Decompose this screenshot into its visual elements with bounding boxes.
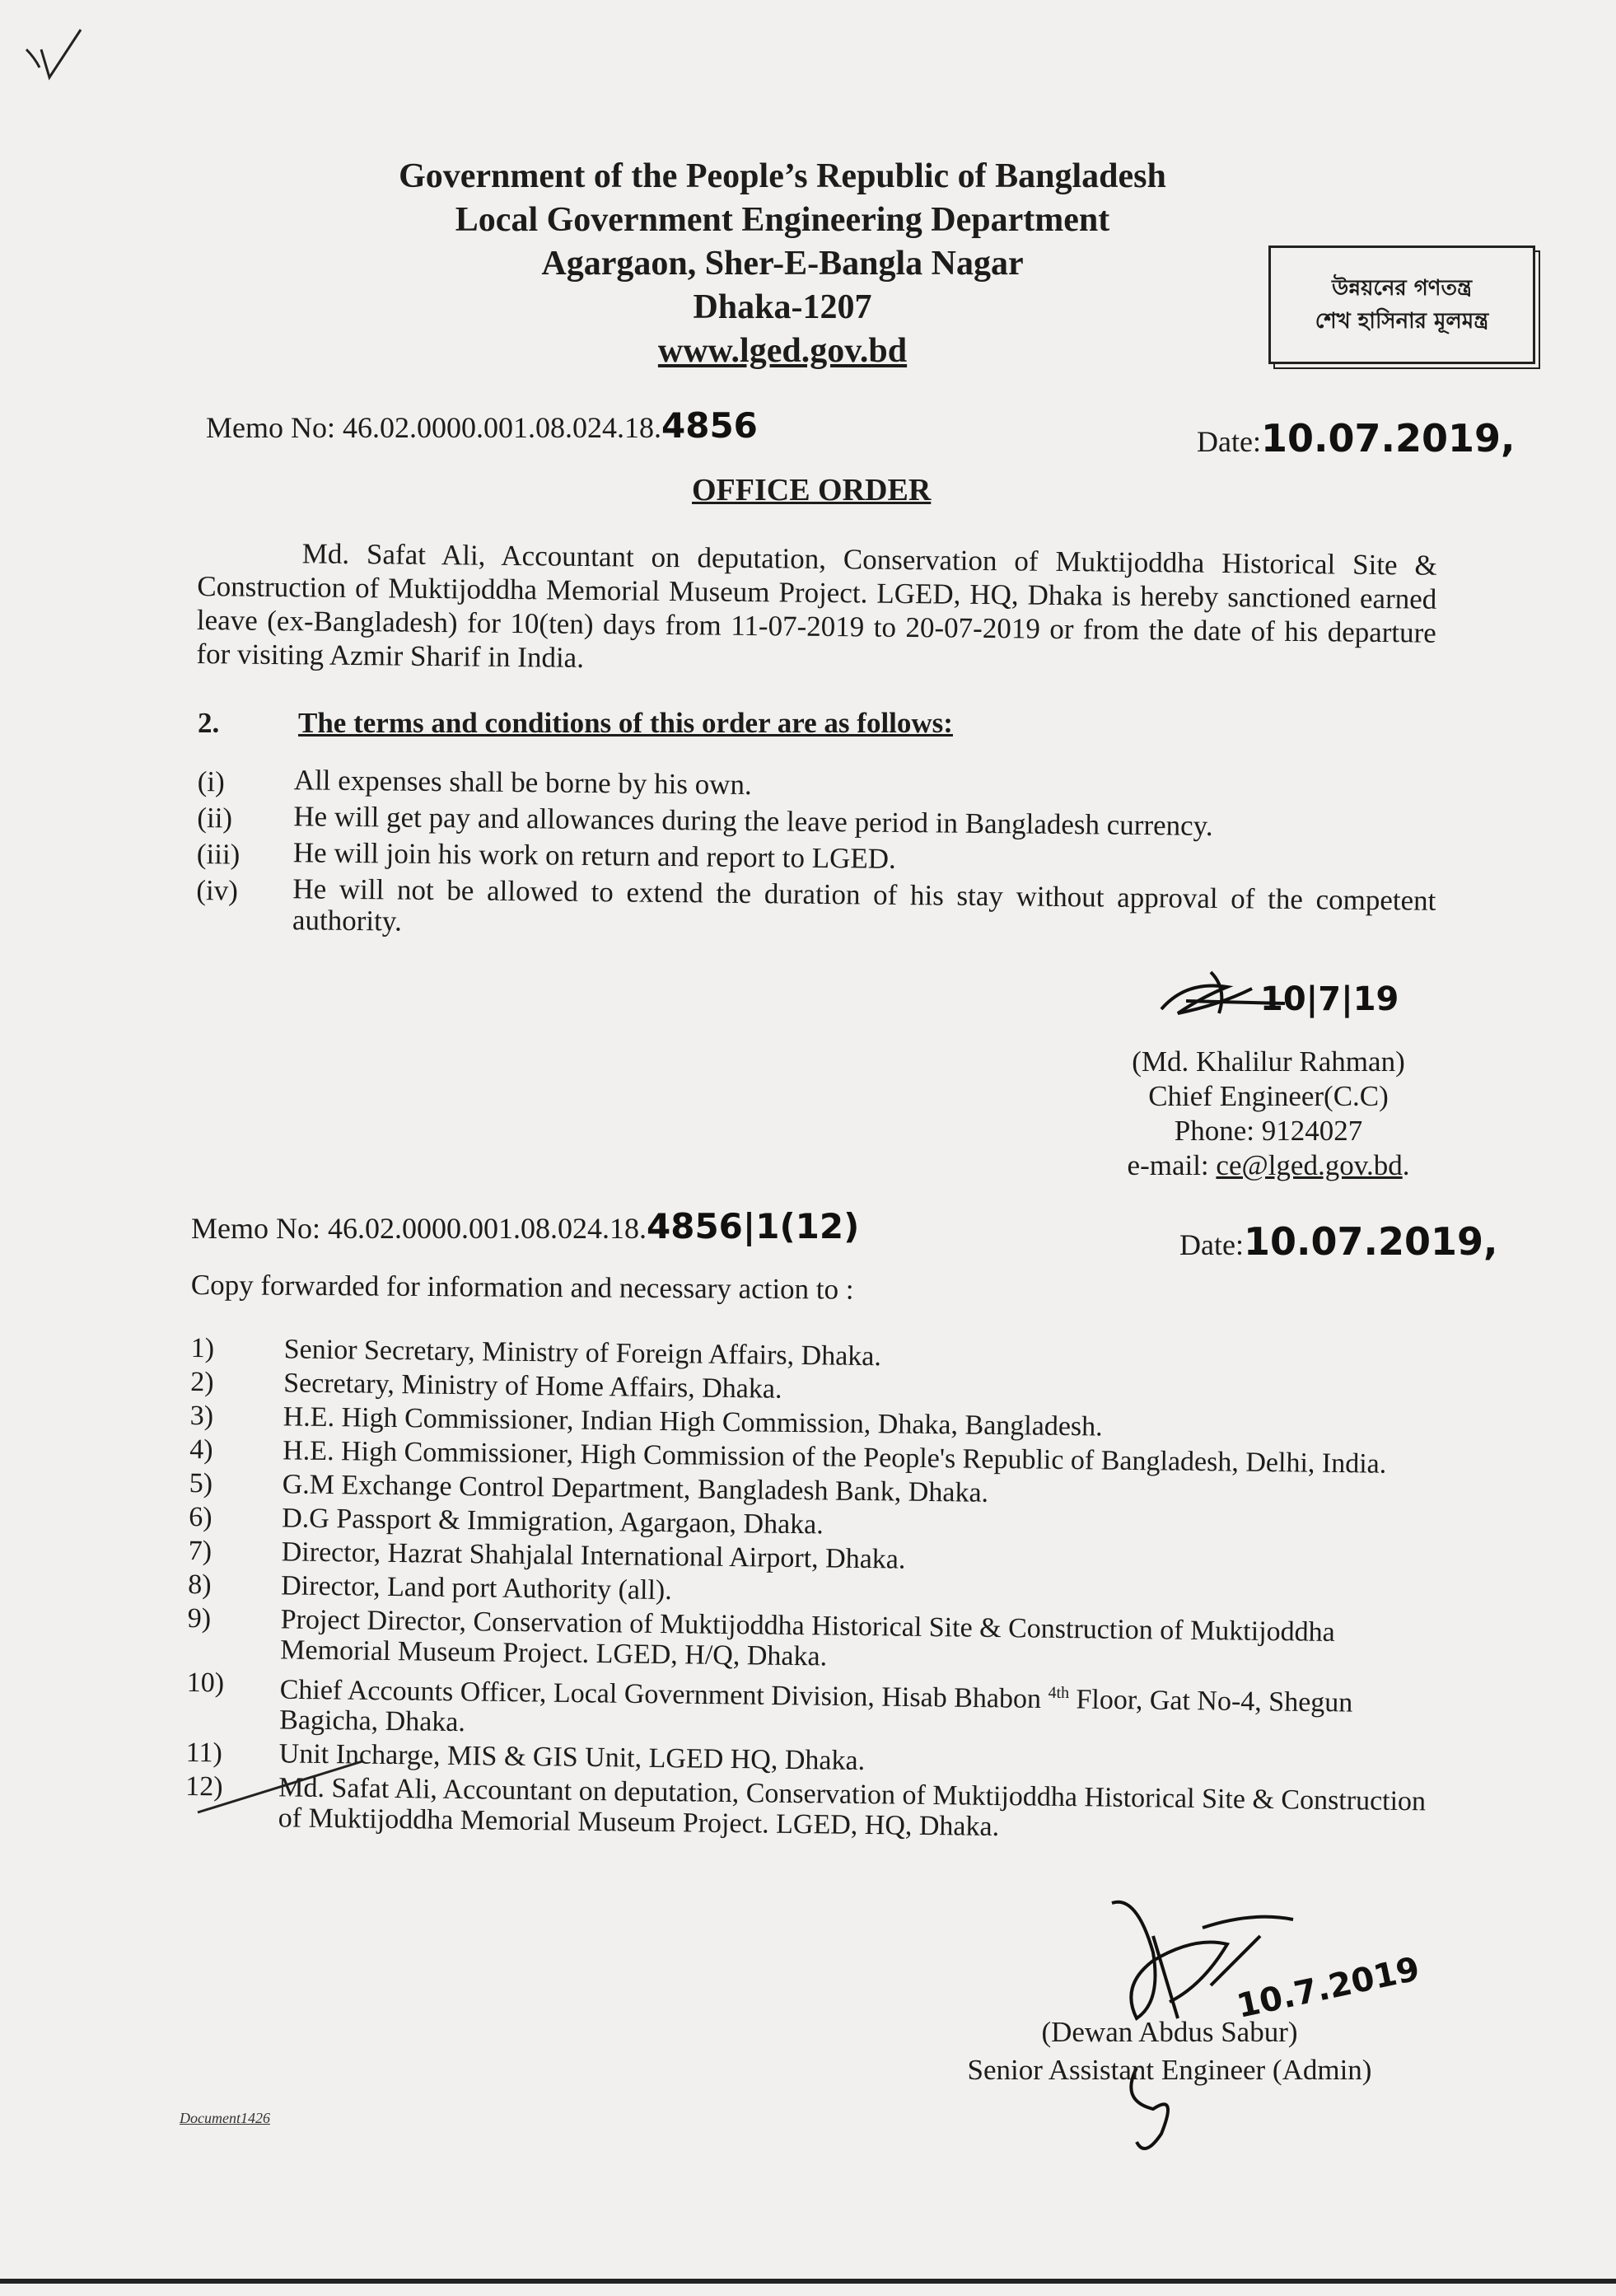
signature-1-date: 10|7|19 — [1260, 980, 1399, 1018]
signature-2-date: 10.7.2019 — [1233, 1950, 1423, 2026]
term-text: All expenses shall be borne by his own. — [293, 764, 753, 802]
slogan-box — [1268, 245, 1535, 364]
email-label: e-mail: — [1127, 1149, 1209, 1181]
distribution-text: Senior Secretary, Ministry of Foreign Affairs, Dhaka. — [283, 1334, 882, 1372]
distribution-text: D.G Passport & Immigration, Agargaon, Dhaka. — [282, 1503, 824, 1541]
distribution-text: H.E. High Commissioner, Indian High Commission, Dhaka, Bangladesh. — [283, 1401, 1103, 1443]
distribution-item — [185, 1771, 1430, 1847]
handwritten-strike-mark — [189, 1755, 371, 1821]
distribution-number: 6) — [189, 1501, 213, 1533]
distribution-number: 2) — [190, 1366, 214, 1398]
distribution-list — [185, 1333, 1435, 1851]
date-1 — [1197, 416, 1515, 461]
distribution-superscript: 4th — [1048, 1683, 1070, 1703]
term-text: He will join his work on return and report to LGED. — [292, 836, 896, 875]
header-website[interactable]: www.lged.gov.bd — [657, 332, 908, 370]
distribution-item — [186, 1667, 1431, 1750]
signatory-1-email-line — [1071, 1148, 1466, 1183]
signatory-1-phone: Phone: 9124027 — [1174, 1115, 1363, 1147]
copy-forwarded-line: Copy forwarded for information and necessary action to : — [190, 1269, 854, 1306]
term-text: He will get pay and allowances during the leave period in Bangladesh currency. — [293, 800, 1213, 842]
section-number: 2. — [198, 707, 220, 739]
distribution-text: Unit Incharge, MIS & GIS Unit, LGED HQ, Dhaka. — [278, 1738, 866, 1777]
distribution-text-part: Chief Accounts Officer, Local Government Division, Hisab Bhabon — [279, 1674, 1049, 1715]
distribution-number: 12) — [185, 1771, 223, 1803]
term-number: (iii) — [196, 837, 241, 871]
distribution-number: 8) — [188, 1569, 212, 1601]
distribution-number: 5) — [189, 1467, 213, 1499]
bottom-edge-line — [0, 2279, 1616, 2284]
signature-block-1 — [1071, 1045, 1466, 1183]
header-government: Government of the People’s Republic of Bangladesh — [399, 157, 1166, 195]
distribution-number: 11) — [185, 1737, 223, 1769]
memo-number-1 — [206, 405, 758, 446]
email-suffix: . — [1402, 1149, 1410, 1181]
distribution-text: Secretary, Ministry of Home Affairs, Dhaka. — [283, 1368, 782, 1405]
header-city: Dhaka-1207 — [693, 288, 872, 326]
distribution-text: G.M Exchange Control Department, Bangladesh Bank, Dhaka. — [282, 1469, 989, 1508]
signature-block-2 — [939, 2013, 1400, 2089]
distribution-number: 7) — [188, 1535, 213, 1567]
slogan-line-1: উন্নয়নের গণতন্ত্র — [1331, 276, 1473, 301]
signatory-2-name: (Dewan Abdus Sabur) — [1041, 2016, 1298, 2048]
term-number: (i) — [197, 765, 226, 798]
date-2 — [1179, 1219, 1497, 1264]
distribution-number: 1) — [190, 1333, 215, 1364]
header-address: Agargaon, Sher-E-Bangla Nagar — [541, 245, 1024, 283]
date-label: Date: — [1197, 425, 1261, 458]
date-handwritten-value: 10.07.2019, — [1260, 416, 1516, 461]
memo-number-2 — [191, 1206, 859, 1246]
distribution-text-part: Floor, Gat No-4, Shegun Bagicha, Dhaka. — [279, 1684, 1353, 1738]
distribution-text: Md. Safat Ali, Accountant on deputation, Conservation of Muktijoddha Historical Site & Construction of Muktijoddha Memorial Museum Project. LGED, HQ, Dhaka. — [278, 1772, 1427, 1843]
letterhead — [247, 155, 1318, 373]
distribution-number: 4) — [189, 1433, 213, 1466]
distribution-text: H.E. High Commissioner, High Commission of the People's Republic of Bangladesh, Delhi, India. — [283, 1435, 1387, 1480]
memo-prefix: Memo No: 46.02.0000.001.08.024.18. — [191, 1212, 647, 1245]
corner-handwritten-mark — [23, 25, 97, 91]
document-reference: Document1426 — [180, 2110, 270, 2126]
term-item — [196, 872, 1436, 953]
distribution-text — [279, 1668, 1431, 1749]
order-paragraph: Md. Safat Ali, Accountant on deputation, Conservation of Muktijoddha Historical Site & Construction of Muktijoddha Memorial Museum Project. LGED, HQ, Dhaka is hereby sanctioned earned leave (ex-Bangladesh) for 10(ten) days from 11-07-2019 to 20-07-2019 or from the date of his departure for visiting Azmir Sharif in India. — [196, 537, 1437, 674]
distribution-number: 3) — [189, 1400, 214, 1432]
office-order-title: OFFICE ORDER — [692, 473, 932, 507]
email-link[interactable]: ce@lged.gov.bd — [1216, 1149, 1403, 1181]
distribution-number: 9) — [187, 1602, 212, 1634]
section-heading: The terms and conditions of this order are as follows: — [298, 707, 953, 739]
signatory-1-name: (Md. Khalilur Rahman) — [1132, 1045, 1405, 1078]
header-department: Local Government Engineering Department — [455, 201, 1110, 239]
term-text: He will not be allowed to extend the duration of his stay without approval of the competent authority. — [292, 872, 1436, 938]
term-number: (iv) — [196, 873, 239, 907]
distribution-text: Director, Land port Authority (all). — [281, 1570, 672, 1606]
terms-list — [196, 764, 1437, 953]
date-handwritten-value: 10.07.2019, — [1243, 1219, 1498, 1264]
memo-prefix: Memo No: 46.02.0000.001.08.024.18. — [206, 411, 661, 444]
memo-handwritten-number: 4856 — [661, 405, 758, 446]
date-label: Date: — [1179, 1228, 1244, 1261]
distribution-text: Project Director, Conservation of Muktijoddha Historical Site & Construction of Muktijoddha Memorial Museum Project. LGED, H/Q, Dhaka. — [280, 1604, 1335, 1672]
memo-handwritten-number: 4856|1(12) — [647, 1206, 860, 1246]
distribution-item — [187, 1603, 1432, 1679]
signatory-1-designation: Chief Engineer(C.C) — [1148, 1080, 1389, 1112]
slogan-line-2: শেখ হাসিনার মূলমন্ত্র — [1315, 309, 1489, 334]
signatory-2-designation: Senior Assistant Engineer (Admin) — [967, 2054, 1372, 2086]
term-number: (ii) — [197, 801, 233, 835]
distribution-text: Director, Hazrat Shahjalal International Airport, Dhaka. — [281, 1536, 906, 1575]
distribution-number: 10) — [186, 1667, 225, 1699]
